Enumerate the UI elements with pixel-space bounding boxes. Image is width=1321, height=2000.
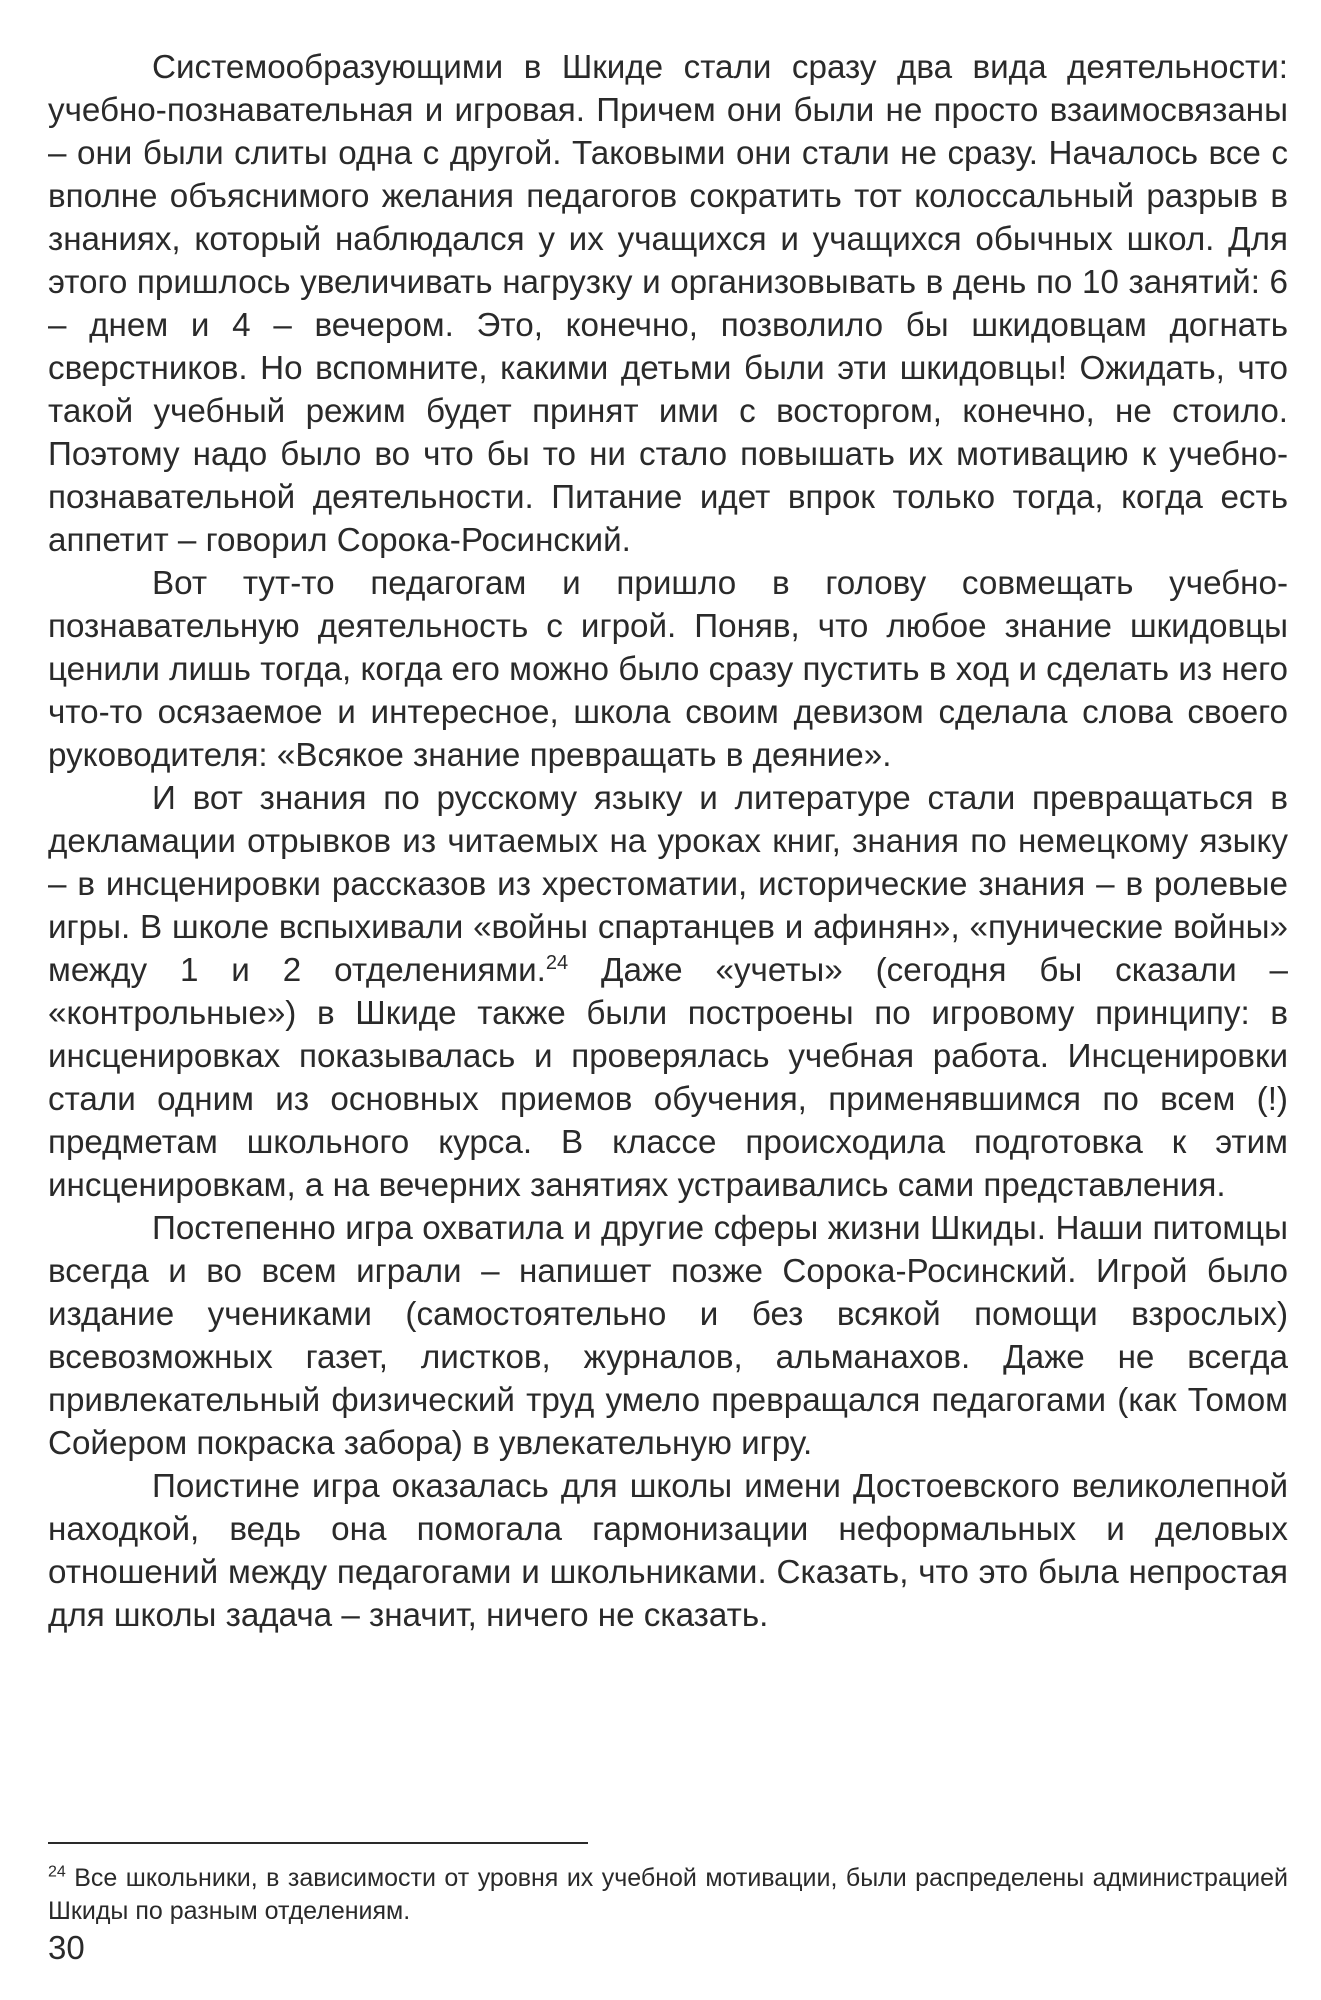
footnote-divider bbox=[48, 1842, 588, 1844]
paragraph bbox=[48, 562, 1288, 777]
paragraph-text: Системообразующими в Шкиде стали сразу два вида деятельности: учебно-познавательная и игровая. Причем они были не просто взаимосвязаны – они были слиты одна с другой. Таковыми они стали не сразу. Началось все с вполне объяснимого желания педагогов сократить тот колоссальный разрыв в знаниях, который наблюдался у их учащихся и учащихся обычных школ. Для этого пришлось увеличивать нагрузку и организовывать в день по 10 занятий: 6 – днем и 4 – вечером. Это, конечно, позволило бы шкидовцам догнать сверстников. Но вспомните, какими детьми были эти шкидовцы! Ожидать, что такой учебный режим будет принят ими с восторгом, конечно, не стоило. Поэтому надо было во что бы то ни стало повышать их мотивацию к учебно-познавательной деятельности. Питание идет впрок только тогда, когда есть аппетит – говорил Сорока-Росинский. bbox=[48, 49, 1288, 559]
paragraph-text: Постепенно игра охватила и другие сферы жизни Шкиды. Наши питомцы всегда и во всем играли – напишет позже Сорока-Росинский. Игрой было издание учениками (самостоятельно и без всякой помощи взрослых) всевозможных газет, листков, журналов, альманахов. Даже не всегда привлекательный физический труд умело превращался педагогами (как Томом Сойером покраска забора) в увлекательную игру. bbox=[48, 1210, 1288, 1462]
main-text bbox=[48, 46, 1288, 1637]
footnote-marker: 24 bbox=[48, 1863, 66, 1881]
paragraph bbox=[48, 46, 1288, 562]
paragraph-text: Вот тут-то педагогам и пришло в голову совмещать учебно-познавательную деятельность с игрой. Поняв, что любое знание шкидовцы ценили лишь тогда, когда его можно было сразу пустить в ход и сделать из него что-то осязаемое и интересное, школа своим девизом сделала слова своего руководителя: «Всякое знание превращать в деяние». bbox=[48, 565, 1288, 774]
paragraph-text: И вот знания по русскому языку и литературе стали превращаться в декламации отрывков из читаемых на уроках книг, знания по немецкому языку – в инсценировки рассказов из хрестоматии, исторические знания – в ролевые игры. В школе вспыхивали «войны спартанцев и афинян», «пунические войны» между 1 и 2 отделениями. bbox=[48, 780, 1288, 989]
footnote bbox=[48, 1862, 1288, 1928]
paragraph bbox=[48, 1207, 1288, 1465]
paragraph bbox=[48, 1465, 1288, 1637]
paragraph bbox=[48, 777, 1288, 1207]
footnote-text: Все школьники, в зависимости от уровня их учебной мотивации, были распределены администрацией Шкиды по разным отделениям. bbox=[48, 1864, 1288, 1925]
paragraph-text: Поистине игра оказалась для школы имени Достоевского великолепной находкой, ведь она помогала гармонизации неформальных и деловых отношений между педагогами и школьниками. Сказать, что это была непростая для школы задача – значит, ничего не сказать. bbox=[48, 1468, 1288, 1634]
page-number: 30 bbox=[48, 1929, 85, 1966]
footnote-reference: 24 bbox=[545, 951, 569, 974]
paragraph-text: Даже «учеты» (сегодня бы сказали – «контрольные») в Шкиде также были построены по игровому принципу: в инсценировках показывалась и проверялась учебная работа. Инсценировки стали одним из основных приемов обучения, применявшимся по всем (!) предметам школьного курса. В классе происходила подготовка к этим инсценировкам, а на вечерних занятиях устраивались сами представления. bbox=[48, 952, 1288, 1204]
